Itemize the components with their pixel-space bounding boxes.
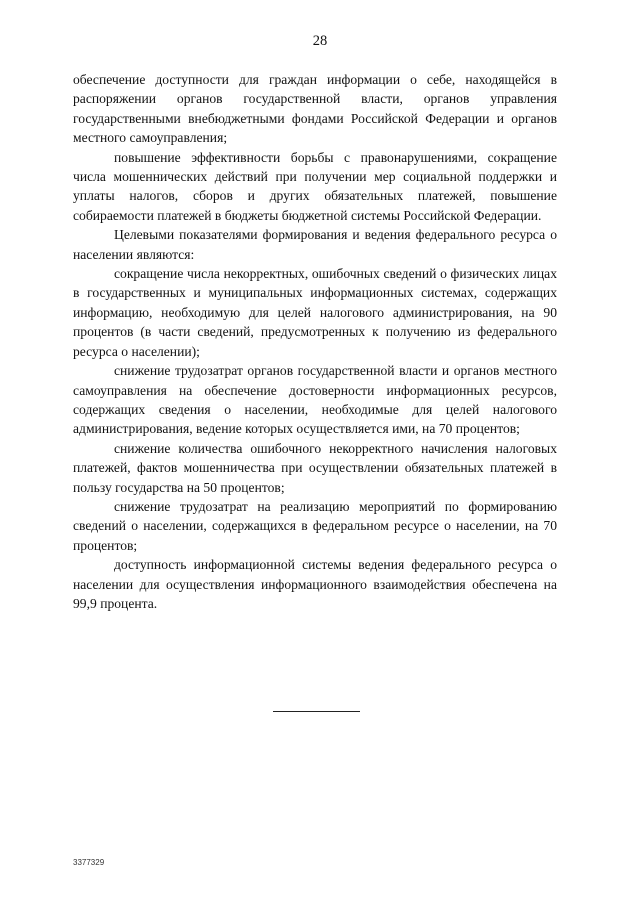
paragraph: Целевыми показателями формирования и ведения федерального ресурса о населении являются: bbox=[73, 227, 557, 262]
document-body bbox=[73, 70, 557, 613]
paragraph: сокращение числа некорректных, ошибочных сведений о физических лицах в государственных и муниципальных информационных системах, содержащих информацию, необходимую для целей налогового администрирования, на 90 процентов (в части сведений, предусмотренных к получению из федерального ресурса о населении); bbox=[73, 266, 557, 359]
page-number: 28 bbox=[312, 33, 328, 49]
paragraph: снижение количества ошибочного некорректного начисления налоговых платежей, фактов мошенничества при осуществлении обязательных платежей в пользу государства на 50 процентов; bbox=[73, 440, 557, 495]
paragraph: обеспечение доступности для граждан информации о себе, находящейся в распоряжении органов государственной власти, органов управления государственными внебюджетными фондами Российской Федерации и органов местного самоуправления; bbox=[73, 72, 557, 146]
document-code: 3377329 bbox=[73, 858, 105, 867]
end-separator-line bbox=[273, 711, 360, 712]
paragraph: снижение трудозатрат органов государственной власти и органов местного самоуправления на обеспечение достоверности информационных ресурсов, содержащих сведения о населении, необходимые для целей налогового администрирования, ведение которых осуществляется ими, на 70 процентов; bbox=[73, 363, 557, 437]
paragraph: снижение трудозатрат на реализацию мероприятий по формированию сведений о населении, содержащихся в федеральном ресурсе о населении, на 70 процентов; bbox=[73, 498, 557, 553]
paragraph: доступность информационной системы ведения федерального ресурса о населении для осуществления информационного взаимодействия обеспечена на 99,9 процента. bbox=[73, 557, 557, 611]
paragraph: повышение эффективности борьбы с правонарушениями, сокращение числа мошеннических действий при получении мер социальной поддержки и уплаты налогов, сборов и других обязательных платежей, повышение собираемости платежей в бюджеты бюджетной системы Российской Федерации. bbox=[73, 149, 557, 223]
